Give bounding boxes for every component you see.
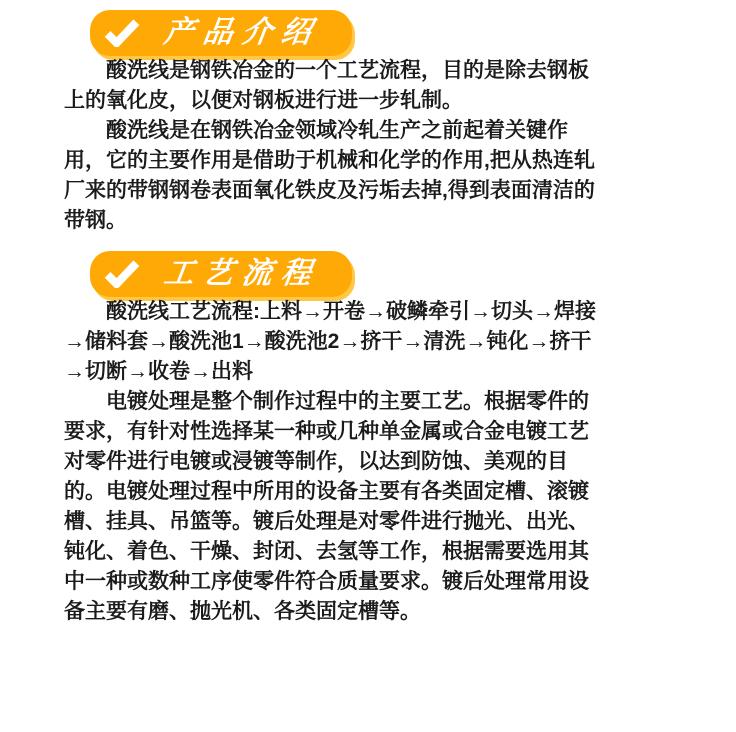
paragraph-process-steps: 酸洗线工艺流程:上料→开卷→破鳞牵引→切头→焊接→储料套→酸洗池1→酸洗池2→挤干→清洗→钝化→挤干→切断→收卷→出料 — [64, 300, 596, 383]
section-process-flow — [0, 251, 736, 627]
paragraph-electroplating: 电镀处理是整个制作过程中的主要工艺。根据零件的要求，有针对性选择某一种或几种单金属或合金电镀工艺对零件进行电镀或浸镀等制作，以达到防蚀、美观的目的。电镀处理过程中所用的设备主要有各类固定槽、滚镀槽、挂具、吊篮等。镀后处理是对零件进行抛光、出光、钝化、着色、干燥、封闭、去氢等工作，根据需要选用其中一种或数种工序使零件符合质量要求。镀后处理常用设备主要有磨、抛光机、各类固定槽等。 — [64, 390, 589, 623]
banner-label: 工艺流程 — [161, 257, 323, 290]
checkmark-icon — [104, 19, 140, 47]
banner-label: 产品介绍 — [161, 16, 323, 49]
paragraph-pickling-overview: 酸洗线是钢铁冶金的一个工艺流程，目的是除去钢板上的氧化皮，以便对钢板进行进一步轧制。 — [64, 59, 589, 112]
paragraph-pickling-role: 酸洗线是在钢铁冶金领域冷轧生产之前起着关键作用，它的主要作用是借助于机械和化学的作用,把从热连轧厂来的带钢钢卷表面氧化铁皮及污垢去掉,得到表面清洁的带钢。 — [64, 119, 595, 232]
banner-product-intro — [90, 10, 352, 56]
section-product-intro — [0, 10, 736, 236]
checkmark-icon — [104, 260, 140, 288]
banner-process-flow — [90, 251, 352, 297]
